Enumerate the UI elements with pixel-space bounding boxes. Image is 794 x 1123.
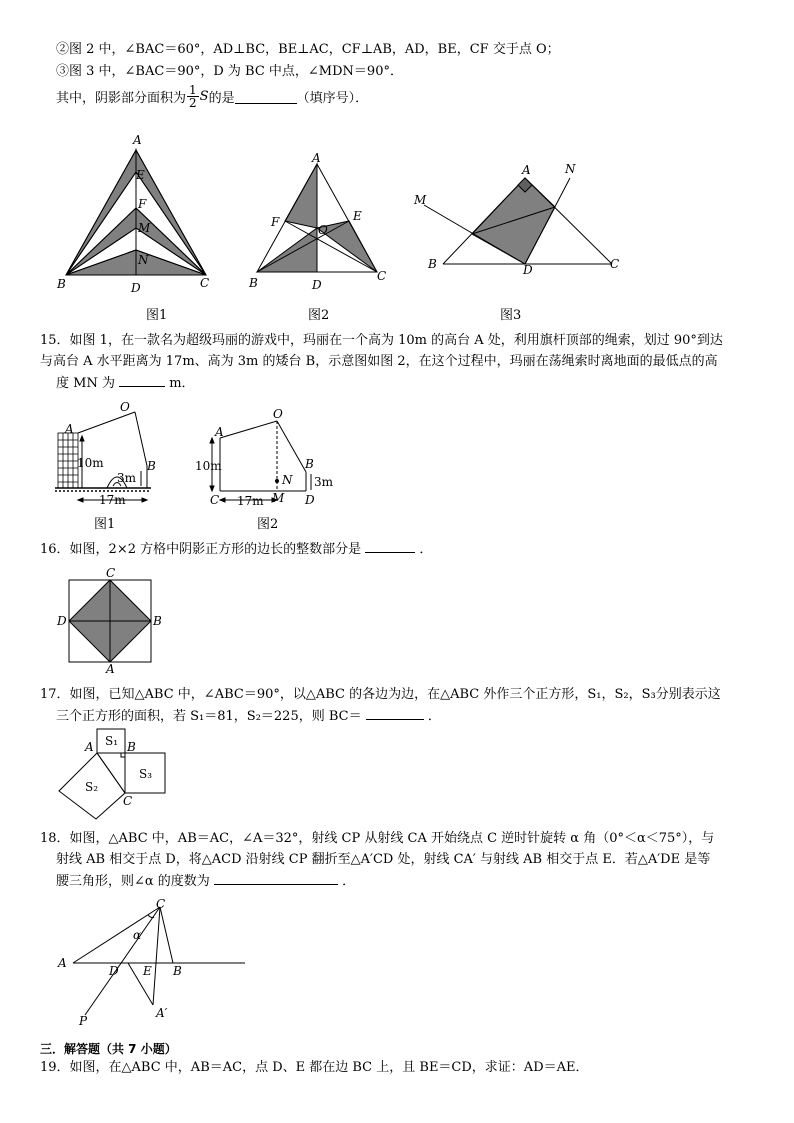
q14-frac-num: 1 xyxy=(189,83,197,97)
fig1-label-B: B xyxy=(57,277,66,291)
q14-answer-blank[interactable] xyxy=(235,89,297,104)
q18-line3-before: 腰三角形，则∠α 的度数为 xyxy=(56,874,210,889)
q18-label-E: E xyxy=(143,964,152,978)
q16-label-A: A xyxy=(106,662,115,676)
q15-line2: 与高台 A 水平距离为 17m、高为 3m 的矮台 B，示意图如图 2，在这个过程中，玛丽在荡绳索时离地面的最低点的高 xyxy=(40,354,718,369)
q16-label-C: C xyxy=(106,566,116,580)
q17-text xyxy=(40,684,758,727)
q14-prompt-tail: （填序号）． xyxy=(296,91,369,106)
q15-fig2-label-A: A xyxy=(215,425,224,439)
fig3-label-C: C xyxy=(610,257,620,271)
q17-label-S1: S₁ xyxy=(105,734,119,748)
q17-line2-after: ． xyxy=(427,709,441,724)
q14-figure-1 xyxy=(55,130,215,300)
fig2-shade-BOD xyxy=(257,228,317,272)
q14-prompt-after: 的是 xyxy=(208,91,235,106)
q14-fig2-caption: 图2 xyxy=(308,308,330,323)
fig2-label-O: O xyxy=(318,223,328,237)
q15-figure-2 xyxy=(192,404,342,514)
q15-fig2-label-O: O xyxy=(273,407,283,421)
q15-fig1-label-O: O xyxy=(120,400,130,414)
q18-label-A-prime: A′ xyxy=(156,1006,168,1020)
q15-fig2-label-B: B xyxy=(305,457,314,471)
q18-label-A: A xyxy=(58,956,67,970)
fig1-label-C: C xyxy=(200,276,210,290)
q18-label-D: D xyxy=(109,964,119,978)
q15-fig1-tower xyxy=(58,433,78,488)
q15-fig1-label-A: A xyxy=(65,422,74,436)
fig1-label-A: A xyxy=(133,133,142,147)
q15-fig2-label-17m: 17m xyxy=(237,494,264,508)
q15-fig2-caption: 图2 xyxy=(257,517,279,532)
q15-fig2-label-N: N xyxy=(282,473,293,487)
q16-text-after: ． xyxy=(419,542,433,557)
q14-fig1-caption: 图1 xyxy=(146,308,168,323)
fig2-label-B: B xyxy=(249,276,258,290)
fig3-label-B: B xyxy=(428,257,437,271)
q15-line1: 15．如图 1，在一款名为超级玛丽的游戏中，玛丽在一个高为 10m 的高台 A 处，利用旗杆顶部的绳索，划过 90°到达 xyxy=(40,333,723,348)
q15-fig2-point-N xyxy=(275,479,279,483)
q18-figure xyxy=(55,895,255,1030)
q19-text: 19．如图，在△ABC 中，AB＝AC，点 D、E 都在边 BC 上，且 BE＝CD，求证：AD＝AE． xyxy=(40,1060,589,1075)
q17-line2-before: 三个正方形的面积，若 S₁＝81，S₂＝225，则 BC＝ xyxy=(56,709,362,724)
q17-line2 xyxy=(40,705,758,727)
q14-figure-3 xyxy=(410,160,625,275)
q16-figure xyxy=(55,565,165,675)
fig1-label-N: N xyxy=(138,253,149,267)
fig3-label-D: D xyxy=(523,263,533,277)
q17-label-C: C xyxy=(123,794,133,808)
q14-figure-2 xyxy=(245,150,395,295)
q14-item2: ②图 2 中，∠BAC＝60°，AD⊥BC，BE⊥AC，CF⊥AB，AD，BE，CF 交于点 O； xyxy=(56,42,560,57)
q15-fig1-label-3m: 3m xyxy=(117,471,137,485)
q16-text xyxy=(40,538,758,560)
q15-fig1-label-10m: 10m xyxy=(77,456,104,470)
q15-figure-1 xyxy=(55,400,165,515)
q15-fig2-label-C: C xyxy=(210,493,220,507)
q15-fig1-label-B: B xyxy=(147,459,156,473)
section-3-heading: 三．解答题（共 7 小题） xyxy=(40,1042,177,1056)
fig2-label-A: A xyxy=(312,151,321,165)
q18-label-B: B xyxy=(173,964,182,978)
q18-label-C: C xyxy=(156,897,166,911)
q15-fig1-label-17m: 17m xyxy=(99,493,126,507)
q16-label-D: D xyxy=(57,614,67,628)
q18-line3 xyxy=(40,870,758,892)
q15-fig2-label-3m: 3m xyxy=(314,475,334,489)
q18-line3-after: ． xyxy=(342,874,356,889)
q15-answer-blank[interactable] xyxy=(119,372,165,387)
q18-text xyxy=(40,828,758,892)
q17-label-A: A xyxy=(85,740,94,754)
fig1-label-D: D xyxy=(131,281,141,295)
q14-fig3-caption: 图3 xyxy=(500,308,522,323)
q18-label-alpha: α xyxy=(133,928,142,942)
q15-line3-before: 度 MN 为 xyxy=(56,376,115,391)
q16-answer-blank[interactable] xyxy=(365,538,415,553)
fig3-label-N: N xyxy=(565,162,576,176)
q18-label-P: P xyxy=(79,1014,88,1028)
q17-figure xyxy=(55,725,175,825)
fig2-label-F: F xyxy=(271,215,280,229)
q15-fig2-label-D: D xyxy=(305,493,315,507)
q15-fig2-label-M: M xyxy=(272,491,285,505)
q16-label-B: B xyxy=(153,614,162,628)
q14-item3: ③图 3 中，∠BAC＝90°，D 为 BC 中点，∠MDN＝90°． xyxy=(56,64,403,79)
q17-label-S3: S₃ xyxy=(139,767,153,781)
q17-label-B: B xyxy=(127,740,136,754)
q14-prompt xyxy=(56,84,368,109)
fig2-label-C: C xyxy=(377,269,387,283)
q18-line2: 射线 AB 相交于点 D，将△ACD 沿射线 CP 翻折至△A′CD 处，射线 CA′ 与射线 AB 相交于点 E．若△A′DE 是等 xyxy=(56,852,711,867)
q15-text xyxy=(40,330,758,394)
fig3-label-A: A xyxy=(522,163,531,177)
fig2-label-E: E xyxy=(353,209,362,223)
fig2-label-D: D xyxy=(312,278,322,292)
fig1-label-E: E xyxy=(136,168,145,182)
q15-fig1-caption: 图1 xyxy=(94,517,116,532)
q16-text-before: 16．如图，2×2 方格中阴影正方形的边长的整数部分是 xyxy=(40,542,362,557)
q17-answer-blank[interactable] xyxy=(366,705,424,720)
q17-label-S2: S₂ xyxy=(85,780,99,794)
q14-frac-var: S xyxy=(199,89,209,104)
fig3-label-M: M xyxy=(414,193,427,207)
fig1-label-F: F xyxy=(138,197,147,211)
q15-line3 xyxy=(40,372,758,394)
fig1-label-M: M xyxy=(138,221,151,235)
q14-frac-den: 2 xyxy=(189,96,197,110)
q14-fraction xyxy=(187,84,199,109)
q18-answer-blank[interactable] xyxy=(214,870,338,885)
q17-right-angle xyxy=(121,753,125,757)
q15-line3-after: m． xyxy=(169,376,195,391)
q18-line1: 18．如图，△ABC 中，AB＝AC，∠A＝32°，射线 CP 从射线 CA 开始绕点 C 逆时针旋转 α 角（0°＜α＜75°），与 xyxy=(40,831,715,846)
q15-fig2-label-10m: 10m xyxy=(195,459,222,473)
q17-line1: 17．如图，已知△ABC 中，∠ABC＝90°，以△ABC 的各边为边，在△ABC 外作三个正方形，S₁，S₂，S₃分别表示这 xyxy=(40,687,721,702)
q14-prompt-before: 其中，阴影部分面积为 xyxy=(56,91,187,106)
